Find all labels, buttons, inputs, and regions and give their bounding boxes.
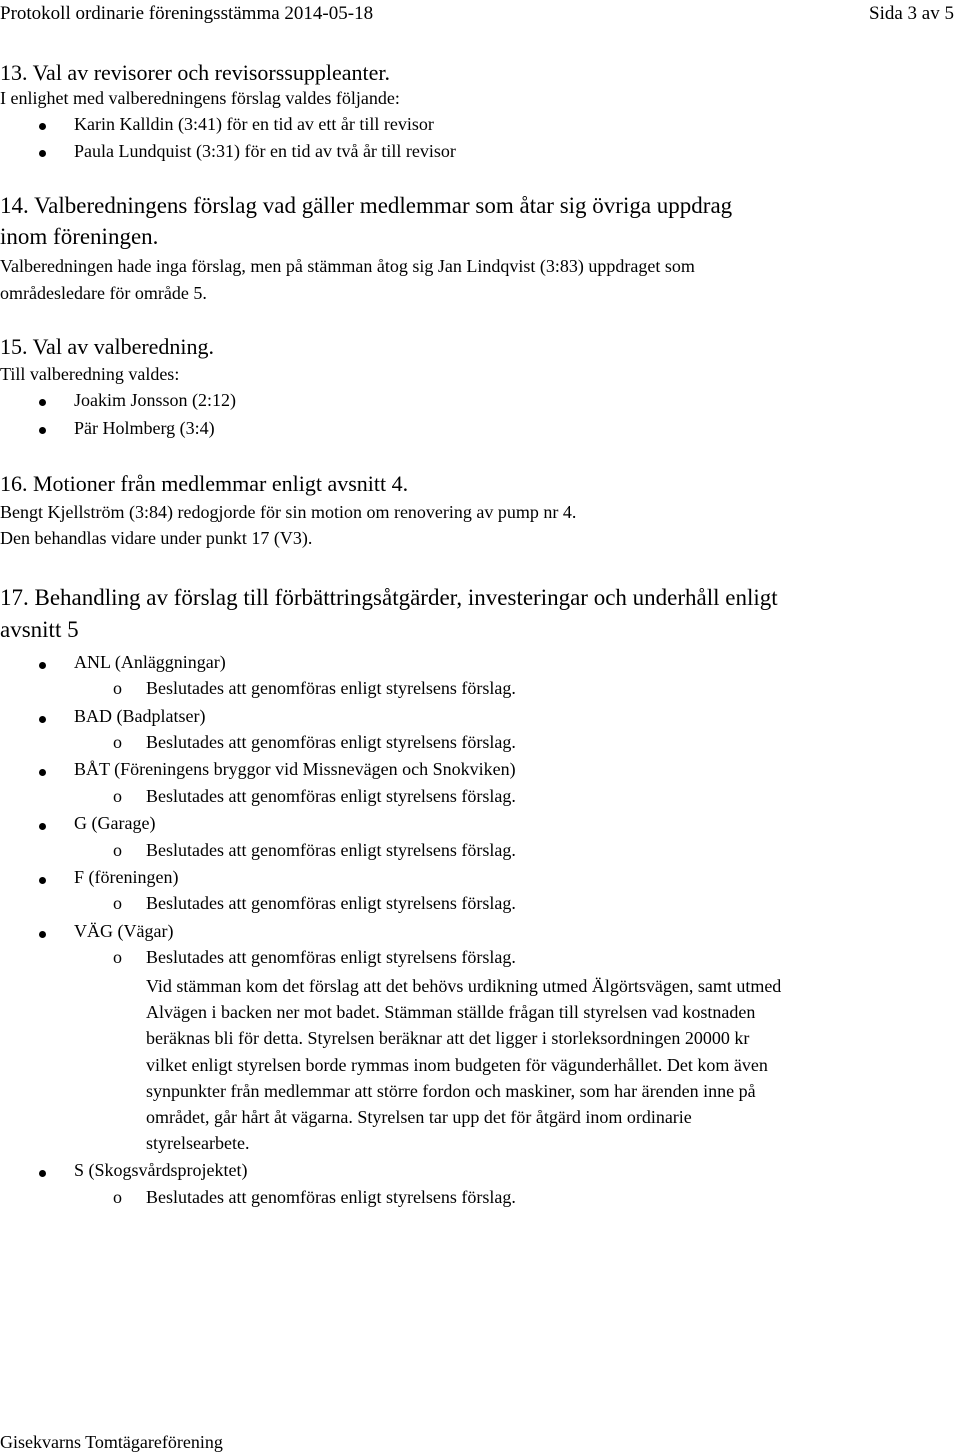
- list-item: Joakim Jonsson (2:12): [74, 390, 236, 410]
- list-item: G (Garage): [74, 813, 156, 833]
- section-16-line1: Bengt Kjellström (3:84) redogjorde för sin motion om renovering av pump nr 4.: [0, 502, 577, 522]
- page-footer: Gisekvarns Tomtägareförening: [0, 1432, 223, 1452]
- page-header-title: Protokoll ordinarie föreningsstämma 2014-05-18: [0, 3, 374, 24]
- vag-note-line: Vid stämman kom det förslag att det behövs urdikning utmed Älgörtsvägen, samt utmed: [146, 976, 782, 996]
- decision-text: Beslutades att genomföras enligt styrelsens förslag.: [146, 893, 516, 913]
- section-15-heading: 15. Val av valberedning.: [0, 334, 215, 359]
- vag-note-line: vilket enligt styrelsen borde rymmas inom budgeten för vägunderhållet. Det kom även: [146, 1054, 768, 1075]
- sub-bullet-marker: o: [113, 947, 122, 967]
- list-item: F (föreningen): [74, 867, 179, 887]
- section-16-line2: Den behandlas vidare under punkt 17 (V3).: [0, 528, 313, 548]
- vag-note-line: området, går hårt åt vägarna. Styrelsen tar upp det för åtgärd inom ordinarie: [146, 1107, 692, 1128]
- decision-text: Beslutades att genomföras enligt styrelsens förslag.: [146, 947, 516, 967]
- bullet-icon: [39, 662, 46, 669]
- list-item: S (Skogsvårdsprojektet): [74, 1160, 248, 1180]
- section-16-heading: 16. Motioner från medlemmar enligt avsnitt 4.: [0, 471, 409, 496]
- decision-text: Beslutades att genomföras enligt styrelsens förslag.: [146, 1187, 516, 1207]
- sub-bullet-marker: o: [113, 1187, 122, 1207]
- bullet-icon: [39, 150, 46, 157]
- sub-bullet-marker: o: [113, 840, 122, 860]
- section-13-heading: 13. Val av revisorer och revisorssuppleanter.: [0, 60, 390, 85]
- vag-note-line: styrelsearbete.: [146, 1133, 250, 1154]
- bullet-icon: [39, 1170, 46, 1177]
- decision-text: Beslutades att genomföras enligt styrelsens förslag.: [146, 678, 516, 698]
- list-item: BÅT (Föreningens bryggor vid Missnevägen och Snokviken): [74, 759, 516, 779]
- list-item: Paula Lundquist (3:31) för en tid av två år till revisor: [74, 141, 456, 161]
- list-item: ANL (Anläggningar): [74, 652, 226, 672]
- vag-note-line: synpunkter från medlemmar att större fordon och maskiner, som har ärenden inne på: [146, 1080, 756, 1101]
- decision-text: Beslutades att genomföras enligt styrelsens förslag.: [146, 732, 516, 752]
- decision-text: Beslutades att genomföras enligt styrelsens förslag.: [146, 840, 516, 860]
- section-14-heading-line2: inom föreningen.: [0, 224, 159, 249]
- page-number: Sida 3 av 5: [869, 3, 954, 24]
- list-item: Karin Kalldin (3:41) för en tid av ett år till revisor: [74, 114, 434, 134]
- section-17-heading-line2: avsnitt 5: [0, 617, 79, 642]
- bullet-icon: [39, 931, 46, 938]
- bullet-icon: [39, 769, 46, 776]
- list-item: VÄG (Vägar): [74, 921, 174, 941]
- sub-bullet-marker: o: [113, 678, 122, 698]
- bullet-icon: [39, 399, 46, 406]
- list-item: Pär Holmberg (3:4): [74, 418, 215, 438]
- section-14-text-line1: Valberedningen hade inga förslag, men på stämman åtog sig Jan Lindqvist (3:83) uppdraget som: [0, 256, 695, 276]
- bullet-icon: [39, 123, 46, 130]
- section-14-text-line2: områdesledare för område 5.: [0, 283, 207, 303]
- section-15-intro: Till valberedning valdes:: [0, 364, 180, 384]
- bullet-icon: [39, 823, 46, 830]
- section-17-heading-line1: 17. Behandling av förslag till förbättringsåtgärder, investeringar och underhåll enligt: [0, 585, 778, 610]
- bullet-icon: [39, 716, 46, 723]
- vag-note-line: beräknas bli för detta. Styrelsen beräknar att det ligger i storleksordningen 20000 kr: [146, 1028, 750, 1049]
- bullet-icon: [39, 877, 46, 884]
- bullet-icon: [39, 427, 46, 434]
- section-13-intro: I enlighet med valberedningens förslag valdes följande:: [0, 88, 400, 108]
- sub-bullet-marker: o: [113, 732, 122, 752]
- sub-bullet-marker: o: [113, 786, 122, 806]
- list-item: BAD (Badplatser): [74, 706, 206, 726]
- section-14-heading-line1: 14. Valberedningens förslag vad gäller medlemmar som åtar sig övriga uppdrag: [0, 193, 733, 218]
- sub-bullet-marker: o: [113, 893, 122, 913]
- vag-note: [146, 973, 781, 1156]
- decision-text: Beslutades att genomföras enligt styrelsens förslag.: [146, 786, 516, 806]
- vag-note-line: Alvägen i backen ner mot badet. Stämman ställde frågan till styrelsen vad kostnaden: [146, 1002, 756, 1023]
